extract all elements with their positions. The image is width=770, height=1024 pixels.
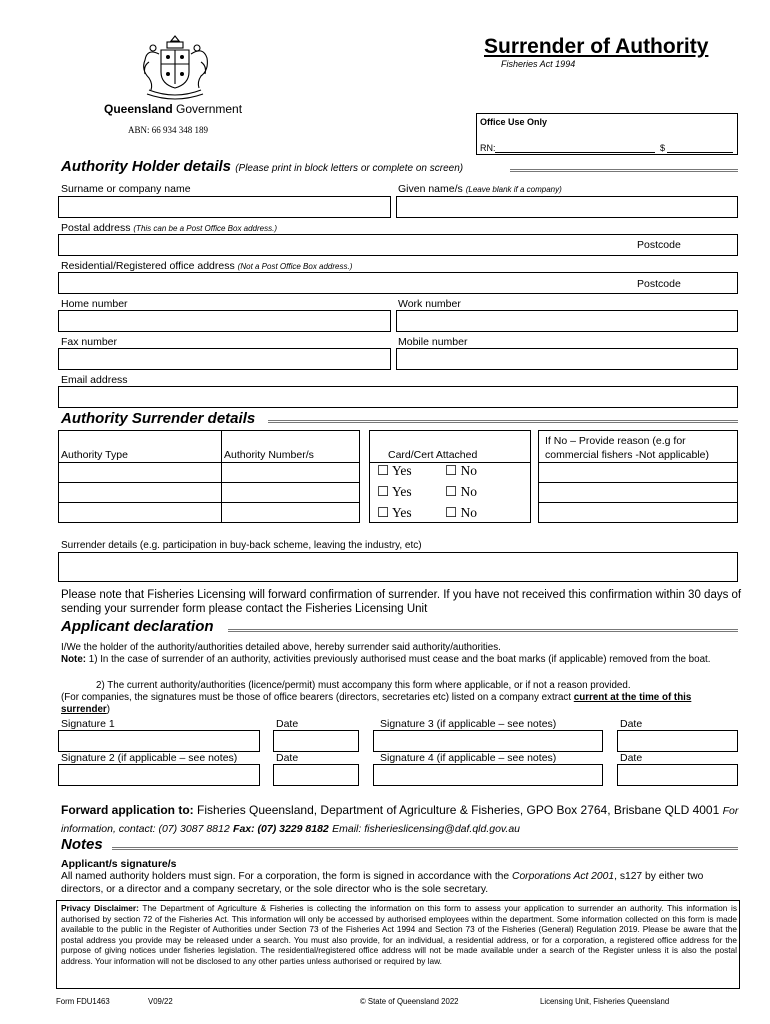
- email-label: Email address: [61, 374, 128, 386]
- given-name-note: (Leave blank if a company): [465, 185, 562, 194]
- queensland-coat-of-arms-logo: [135, 32, 215, 104]
- forward-fax: Fax: (07) 3229 8182: [233, 823, 329, 835]
- forward-label: Forward application to:: [61, 803, 194, 817]
- reason-field-1[interactable]: [538, 462, 738, 483]
- col-header-reason: [538, 430, 738, 462]
- col-header-card-attached-text: Card/Cert Attached: [388, 449, 478, 461]
- forward-application-text: [61, 802, 741, 838]
- residential-postcode-label: Postcode: [637, 278, 681, 290]
- given-name-label-text: Given name/s: [398, 183, 463, 195]
- col-header-card-attached: [369, 430, 531, 462]
- postal-address-note: (This can be a Post Office Box address.): [133, 224, 278, 233]
- notes-heading: Notes: [61, 836, 103, 853]
- home-number-field[interactable]: [58, 310, 391, 332]
- authority-number-field-2[interactable]: [222, 482, 360, 503]
- date-1-field[interactable]: [273, 730, 359, 752]
- date-4-field[interactable]: [617, 764, 738, 786]
- given-name-label: [398, 183, 562, 195]
- col-header-authority-number: [222, 430, 360, 462]
- declaration-text: I/We the holder of the authority/authorities detailed above, hereby surrender said authority/authorities.: [61, 642, 501, 653]
- government-name-bold: Queensland: [104, 102, 173, 116]
- rn-label: RN:: [480, 143, 496, 153]
- reason-field-3[interactable]: [538, 502, 738, 523]
- abn-text: ABN: 66 934 348 189: [128, 125, 209, 135]
- footer-unit: Licensing Unit, Fisheries Queensland: [540, 997, 670, 1006]
- privacy-text: The Department of Agriculture & Fisheries is collecting the information on this form to assess your application to surrender an authority. This information is authorised by section 72 of the Fisheries Act. This information will only be accessed by authorised employees within the department. Some information collected on this form is made available to the public in the Register of Authorities under Section 73 of the Fisheries Act 1994 and Section 73 of the Fisheries (General) Regulation 2019. Please be aware that the postal address you provide may be released under a search. You must also provide, for an individual, a residential address, or for a corporation, a registered office address for the purpose of giving notices under fisheries legislation. The residential/registered office address will not be made available under a search of the Register unless it is also the postal address. Your information will not be disclosed to any other parties unless authorised or required by law.: [61, 903, 737, 966]
- surrender-heading-rule: [268, 420, 738, 423]
- declaration-note-2: 2) The current authority/authorities (licence/permit) must accompany this form where applicable, or if not a reason provided.: [96, 680, 631, 691]
- footer-copyright: © State of Queensland 2022: [360, 997, 459, 1006]
- residential-address-field[interactable]: [58, 272, 738, 294]
- residential-address-label-text: Residential/Registered office address: [61, 260, 235, 272]
- surrender-details-field[interactable]: [58, 552, 738, 582]
- card-no-checkbox-3[interactable]: ☐ No: [445, 505, 477, 520]
- holder-heading-rule: [510, 169, 738, 172]
- authority-type-field-2[interactable]: [58, 482, 222, 503]
- postal-address-field[interactable]: [58, 234, 738, 256]
- col-header-reason-text: If No – Provide reason (e.g for commercial fishers -Not applicable): [545, 435, 709, 461]
- email-field[interactable]: [58, 386, 738, 408]
- notes-text: [61, 871, 741, 896]
- notes-text-b: , s127 by either two directors, or a director and a company secretary, or the sole director who is the sole secretary.: [61, 871, 704, 895]
- signature-2-label: Signature 2 (if applicable – see notes): [61, 752, 238, 764]
- mobile-number-label: Mobile number: [398, 336, 468, 348]
- dollar-line: [667, 152, 733, 153]
- work-number-field[interactable]: [396, 310, 738, 332]
- declaration-companies-main: (For companies, the signatures must be those of office bearers (directors, secretaries etc) listed on a company extract: [61, 692, 572, 703]
- declaration-companies-end: ): [106, 703, 111, 715]
- fax-number-label: Fax number: [61, 336, 118, 348]
- signature-3-label: Signature 3 (if applicable – see notes): [380, 718, 557, 730]
- postal-postcode-label: Postcode: [637, 239, 681, 251]
- notes-subheading: Applicant/s signature/s: [61, 858, 177, 870]
- signature-3-field[interactable]: [373, 730, 603, 752]
- privacy-disclaimer-text: [61, 903, 737, 967]
- date-3-field[interactable]: [617, 730, 738, 752]
- card-yes-checkbox-1[interactable]: ☐ Yes: [377, 463, 412, 478]
- postal-address-label: [61, 222, 277, 234]
- authority-type-field-1[interactable]: [58, 462, 222, 483]
- privacy-disclaimer-box: [56, 900, 740, 989]
- card-no-checkbox-1[interactable]: ☐ No: [445, 463, 477, 478]
- surname-label: Surname or company name: [61, 183, 191, 195]
- government-name-rest: Government: [176, 102, 243, 116]
- date-1-label: Date: [276, 718, 299, 730]
- office-use-box: [476, 113, 738, 155]
- declaration-companies-bold: current at the time of this surrender: [61, 692, 692, 715]
- given-name-field[interactable]: [396, 196, 738, 218]
- privacy-label: Privacy Disclaimer:: [61, 903, 139, 913]
- declaration-heading: Applicant declaration: [61, 618, 214, 635]
- surname-field[interactable]: [58, 196, 391, 218]
- notes-text-act: Corporations Act 2001: [512, 871, 615, 882]
- signature-1-label: Signature 1: [61, 718, 115, 730]
- col-header-authority-number-text: Authority Number/s: [224, 449, 314, 461]
- mobile-number-field[interactable]: [396, 348, 738, 370]
- holder-heading-note: (Please print in block letters or complete on screen): [235, 163, 464, 174]
- residential-address-label: [61, 260, 352, 272]
- holder-heading: [61, 158, 463, 175]
- declaration-heading-rule: [228, 629, 738, 632]
- signature-4-field[interactable]: [373, 764, 603, 786]
- authority-number-field-3[interactable]: [222, 502, 360, 523]
- confirmation-note: Please note that Fisheries Licensing will forward confirmation of surrender. If you have not received this confirmation within 30 days of sending your surrender form please contact the Fisheries Licensing Unit: [61, 589, 742, 615]
- holder-heading-text: Authority Holder details: [61, 158, 232, 175]
- notes-heading-rule: [112, 847, 738, 850]
- reason-field-2[interactable]: [538, 482, 738, 503]
- date-3-label: Date: [620, 718, 643, 730]
- forward-email: Email: fisherieslicensing@daf.qld.gov.au: [332, 823, 521, 835]
- page-title: Surrender of Authority: [484, 35, 709, 58]
- date-2-field[interactable]: [273, 764, 359, 786]
- col-header-authority-type: [58, 430, 222, 462]
- footer-version: V09/22: [148, 997, 173, 1006]
- declaration-note-1-text: 1) In the case of surrender of an authority, activities previously authorised must cease and the boat marks (if applicable) removed from the boat.: [88, 654, 711, 665]
- card-yes-checkbox-2[interactable]: ☐ Yes: [377, 484, 412, 499]
- forward-info: For information, contact: (07) 3087 8812: [61, 805, 739, 835]
- authority-number-field-1[interactable]: [222, 462, 360, 483]
- declaration-note-1: [61, 654, 741, 666]
- authority-type-field-3[interactable]: [58, 502, 222, 523]
- signature-1-field[interactable]: [58, 730, 260, 752]
- notes-text-a: All named authority holders must sign. For a corporation, the form is signed in accordance with the: [61, 871, 510, 882]
- col-header-authority-type-text: Authority Type: [61, 449, 128, 461]
- office-use-label: Office Use Only: [480, 117, 548, 127]
- postal-address-label-text: Postal address: [61, 222, 131, 234]
- work-number-label: Work number: [398, 298, 461, 310]
- signature-4-label: Signature 4 (if applicable – see notes): [380, 752, 557, 764]
- surrender-details-label: Surrender details (e.g. participation in buy-back scheme, leaving the industry, etc): [61, 540, 422, 551]
- declaration-note-label: Note:: [61, 654, 87, 665]
- card-yes-checkbox-3[interactable]: ☐ Yes: [377, 505, 412, 520]
- government-name: [104, 102, 242, 116]
- forward-address: Fisheries Queensland, Department of Agriculture & Fisheries, GPO Box 2764, Brisbane QLD 4001: [197, 803, 720, 817]
- fax-number-field[interactable]: [58, 348, 391, 370]
- date-2-label: Date: [276, 752, 299, 764]
- card-no-checkbox-2[interactable]: ☐ No: [445, 484, 477, 499]
- act-name: Fisheries Act 1994: [501, 59, 576, 69]
- rn-line: [495, 152, 655, 153]
- home-number-label: Home number: [61, 298, 128, 310]
- surrender-heading: Authority Surrender details: [61, 410, 256, 427]
- declaration-companies-text: [61, 692, 741, 715]
- dollar-label: $: [660, 143, 666, 153]
- signature-2-field[interactable]: [58, 764, 260, 786]
- date-4-label: Date: [620, 752, 643, 764]
- residential-address-note: (Not a Post Office Box address.): [237, 262, 353, 271]
- footer-form-number: Form FDU1463: [56, 997, 110, 1006]
